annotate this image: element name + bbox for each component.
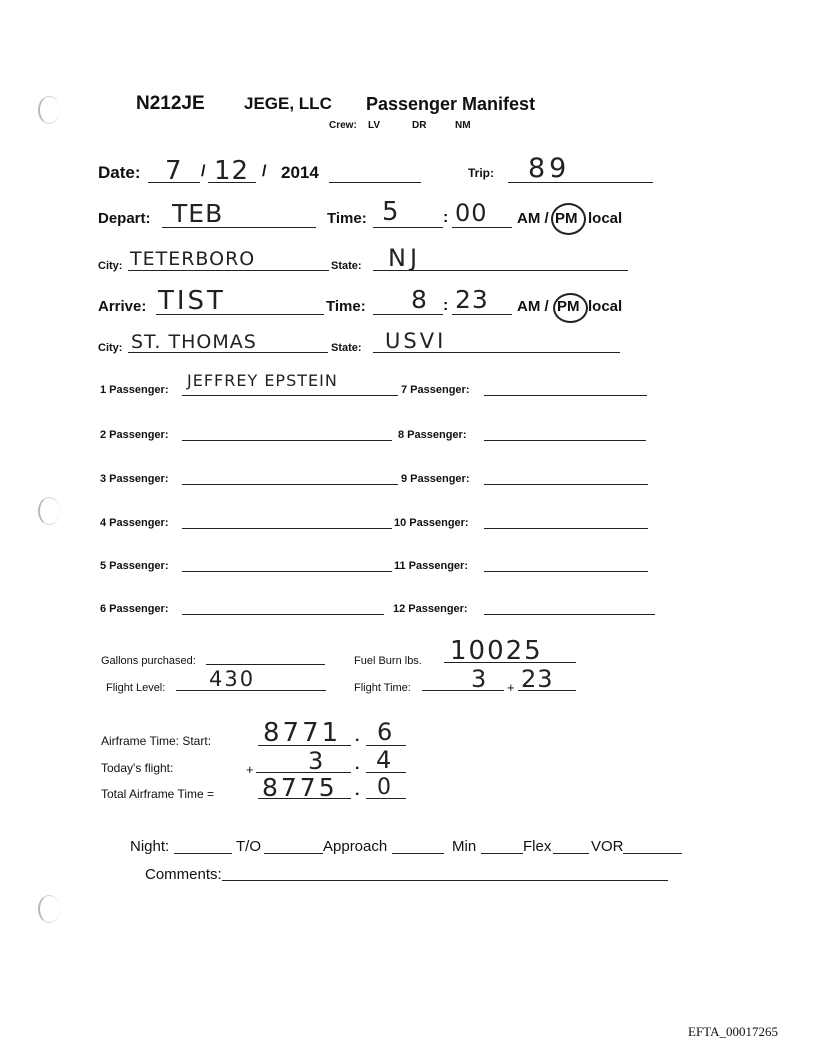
flight-level-label: Flight Level: (106, 682, 166, 694)
crew-member: DR (412, 120, 427, 131)
crew-member: LV (368, 120, 381, 131)
date-slash: / (262, 163, 267, 180)
arrive-city-label: City: (98, 342, 123, 354)
passenger-label: 11 Passenger: (394, 560, 468, 572)
passenger-name[interactable]: JEFFREY EPSTEIN (187, 371, 338, 390)
vor-label: VOR (591, 838, 624, 855)
passenger-label: 10 Passenger: (394, 517, 469, 529)
flex-label: Flex (523, 838, 552, 855)
total-airframe-tenth[interactable]: 0 (377, 775, 392, 800)
passenger-line (484, 395, 647, 396)
to-line (264, 853, 323, 854)
comments-line (222, 880, 668, 881)
tail-number: N212JE (136, 93, 205, 114)
night-label: Night: (130, 838, 170, 855)
arrive-time-label: Time: (326, 298, 366, 315)
airframe-start-label: Airframe Time: Start: (101, 734, 212, 748)
gallons-line (206, 664, 325, 665)
depart-city-label: City: (98, 260, 123, 272)
arrive-local-label: local (588, 298, 623, 315)
date-year-line (329, 182, 421, 183)
date-month[interactable]: 7 (165, 156, 183, 186)
depart-ampm-label: AM / (517, 210, 549, 227)
flight-time-minutes[interactable]: 23 (521, 665, 554, 693)
date-label: Date: (98, 163, 141, 182)
depart-minute[interactable]: 00 (455, 199, 488, 227)
flight-time-label: Flight Time: (354, 682, 411, 694)
arrive-minute[interactable]: 23 (455, 285, 489, 314)
crew-label: Crew: (329, 120, 357, 131)
decimal-point: . (355, 728, 360, 745)
depart-hour-line (373, 227, 443, 228)
passenger-label: 7 Passenger: (401, 384, 470, 396)
company-name: JEGE, LLC (244, 94, 332, 113)
depart-time-label: Time: (327, 210, 367, 227)
depart-minute-line (452, 227, 512, 228)
passenger-line (484, 528, 648, 529)
arrive-state[interactable]: USVI (385, 329, 447, 353)
depart-city[interactable]: TETERBORO (130, 248, 256, 270)
passenger-line (182, 571, 392, 572)
comments-label: Comments: (145, 866, 222, 883)
trip-label: Trip: (468, 166, 494, 180)
airframe-start-tenth[interactable]: 6 (377, 718, 394, 746)
arrive-hour[interactable]: 8 (411, 285, 428, 314)
arrive-airport[interactable]: TIST (158, 286, 226, 316)
binder-hole-top (38, 96, 60, 124)
passenger-line (484, 440, 646, 441)
depart-hour[interactable]: 5 (382, 197, 400, 227)
arrive-city[interactable]: ST. THOMAS (131, 331, 257, 353)
passenger-label: 2 Passenger: (100, 429, 169, 441)
flight-level-value[interactable]: 430 (209, 667, 256, 691)
passenger-line (182, 395, 398, 396)
date-day[interactable]: 12 (214, 156, 250, 186)
passenger-line (182, 528, 392, 529)
depart-airport[interactable]: TEB (172, 199, 224, 228)
night-line (174, 853, 232, 854)
passenger-line (484, 614, 655, 615)
depart-state-label: State: (331, 260, 362, 272)
flight-time-hours-line (422, 690, 504, 691)
approach-line (392, 853, 444, 854)
gallons-label: Gallons purchased: (101, 655, 196, 667)
decimal-point: . (355, 756, 360, 773)
arrive-hour-line (373, 314, 443, 315)
date-slash: / (201, 163, 206, 180)
arrive-pm-selected[interactable]: PM (557, 298, 580, 315)
todays-flight-plus: + (246, 762, 254, 777)
todays-flight-whole[interactable]: 3 (308, 747, 325, 775)
total-airframe-label: Total Airframe Time = (101, 787, 215, 801)
binder-hole-bottom (38, 895, 60, 923)
min-label: Min (452, 838, 477, 855)
todays-flight-tenth[interactable]: 4 (376, 746, 393, 774)
passenger-line (484, 571, 648, 572)
passenger-line (182, 614, 384, 615)
trip-number[interactable]: 89 (528, 153, 571, 184)
fuel-burn-value[interactable]: 10025 (450, 636, 543, 666)
depart-label: Depart: (98, 210, 151, 227)
depart-city-line (128, 270, 329, 271)
passenger-label: 5 Passenger: (100, 560, 169, 572)
passenger-label: 4 Passenger: (100, 517, 169, 529)
total-airframe-whole[interactable]: 8775 (262, 773, 338, 802)
passenger-line (484, 484, 648, 485)
depart-state[interactable]: NJ (388, 244, 422, 272)
depart-local-label: local (588, 210, 623, 227)
decimal-point: . (355, 782, 360, 799)
form-title: Passenger Manifest (366, 94, 536, 114)
todays-flight-label: Today's flight: (101, 761, 174, 775)
binder-hole-middle (38, 497, 60, 525)
passenger-label: 9 Passenger: (401, 473, 470, 485)
vor-line (623, 853, 682, 854)
arrive-label: Arrive: (98, 298, 147, 315)
passenger-label: 1 Passenger: (100, 384, 169, 396)
flight-time-plus: + (507, 680, 515, 695)
crew-member: NM (455, 120, 471, 131)
depart-pm-selected[interactable]: PM (555, 210, 578, 227)
approach-label: Approach (323, 838, 388, 855)
airframe-start-whole[interactable]: 8771 (263, 718, 342, 748)
flight-time-hours[interactable]: 3 (471, 665, 488, 693)
passenger-label: 3 Passenger: (100, 473, 169, 485)
flex-line (553, 853, 589, 854)
arrive-ampm-label: AM / (517, 298, 549, 315)
passenger-label: 12 Passenger: (393, 603, 468, 615)
arrive-minute-line (452, 314, 512, 315)
passenger-label: 8 Passenger: (398, 429, 467, 441)
document-reference: EFTA_00017265 (688, 1024, 778, 1039)
arrive-state-label: State: (331, 342, 362, 354)
passenger-line (182, 484, 398, 485)
time-colon: : (443, 209, 449, 226)
min-line (481, 853, 523, 854)
date-year: 2014 (281, 163, 319, 182)
to-label: T/O (236, 838, 261, 855)
fuel-burn-label: Fuel Burn lbs. (354, 655, 422, 667)
passenger-line (182, 440, 392, 441)
passenger-label: 6 Passenger: (100, 603, 169, 615)
time-colon: : (443, 297, 449, 314)
